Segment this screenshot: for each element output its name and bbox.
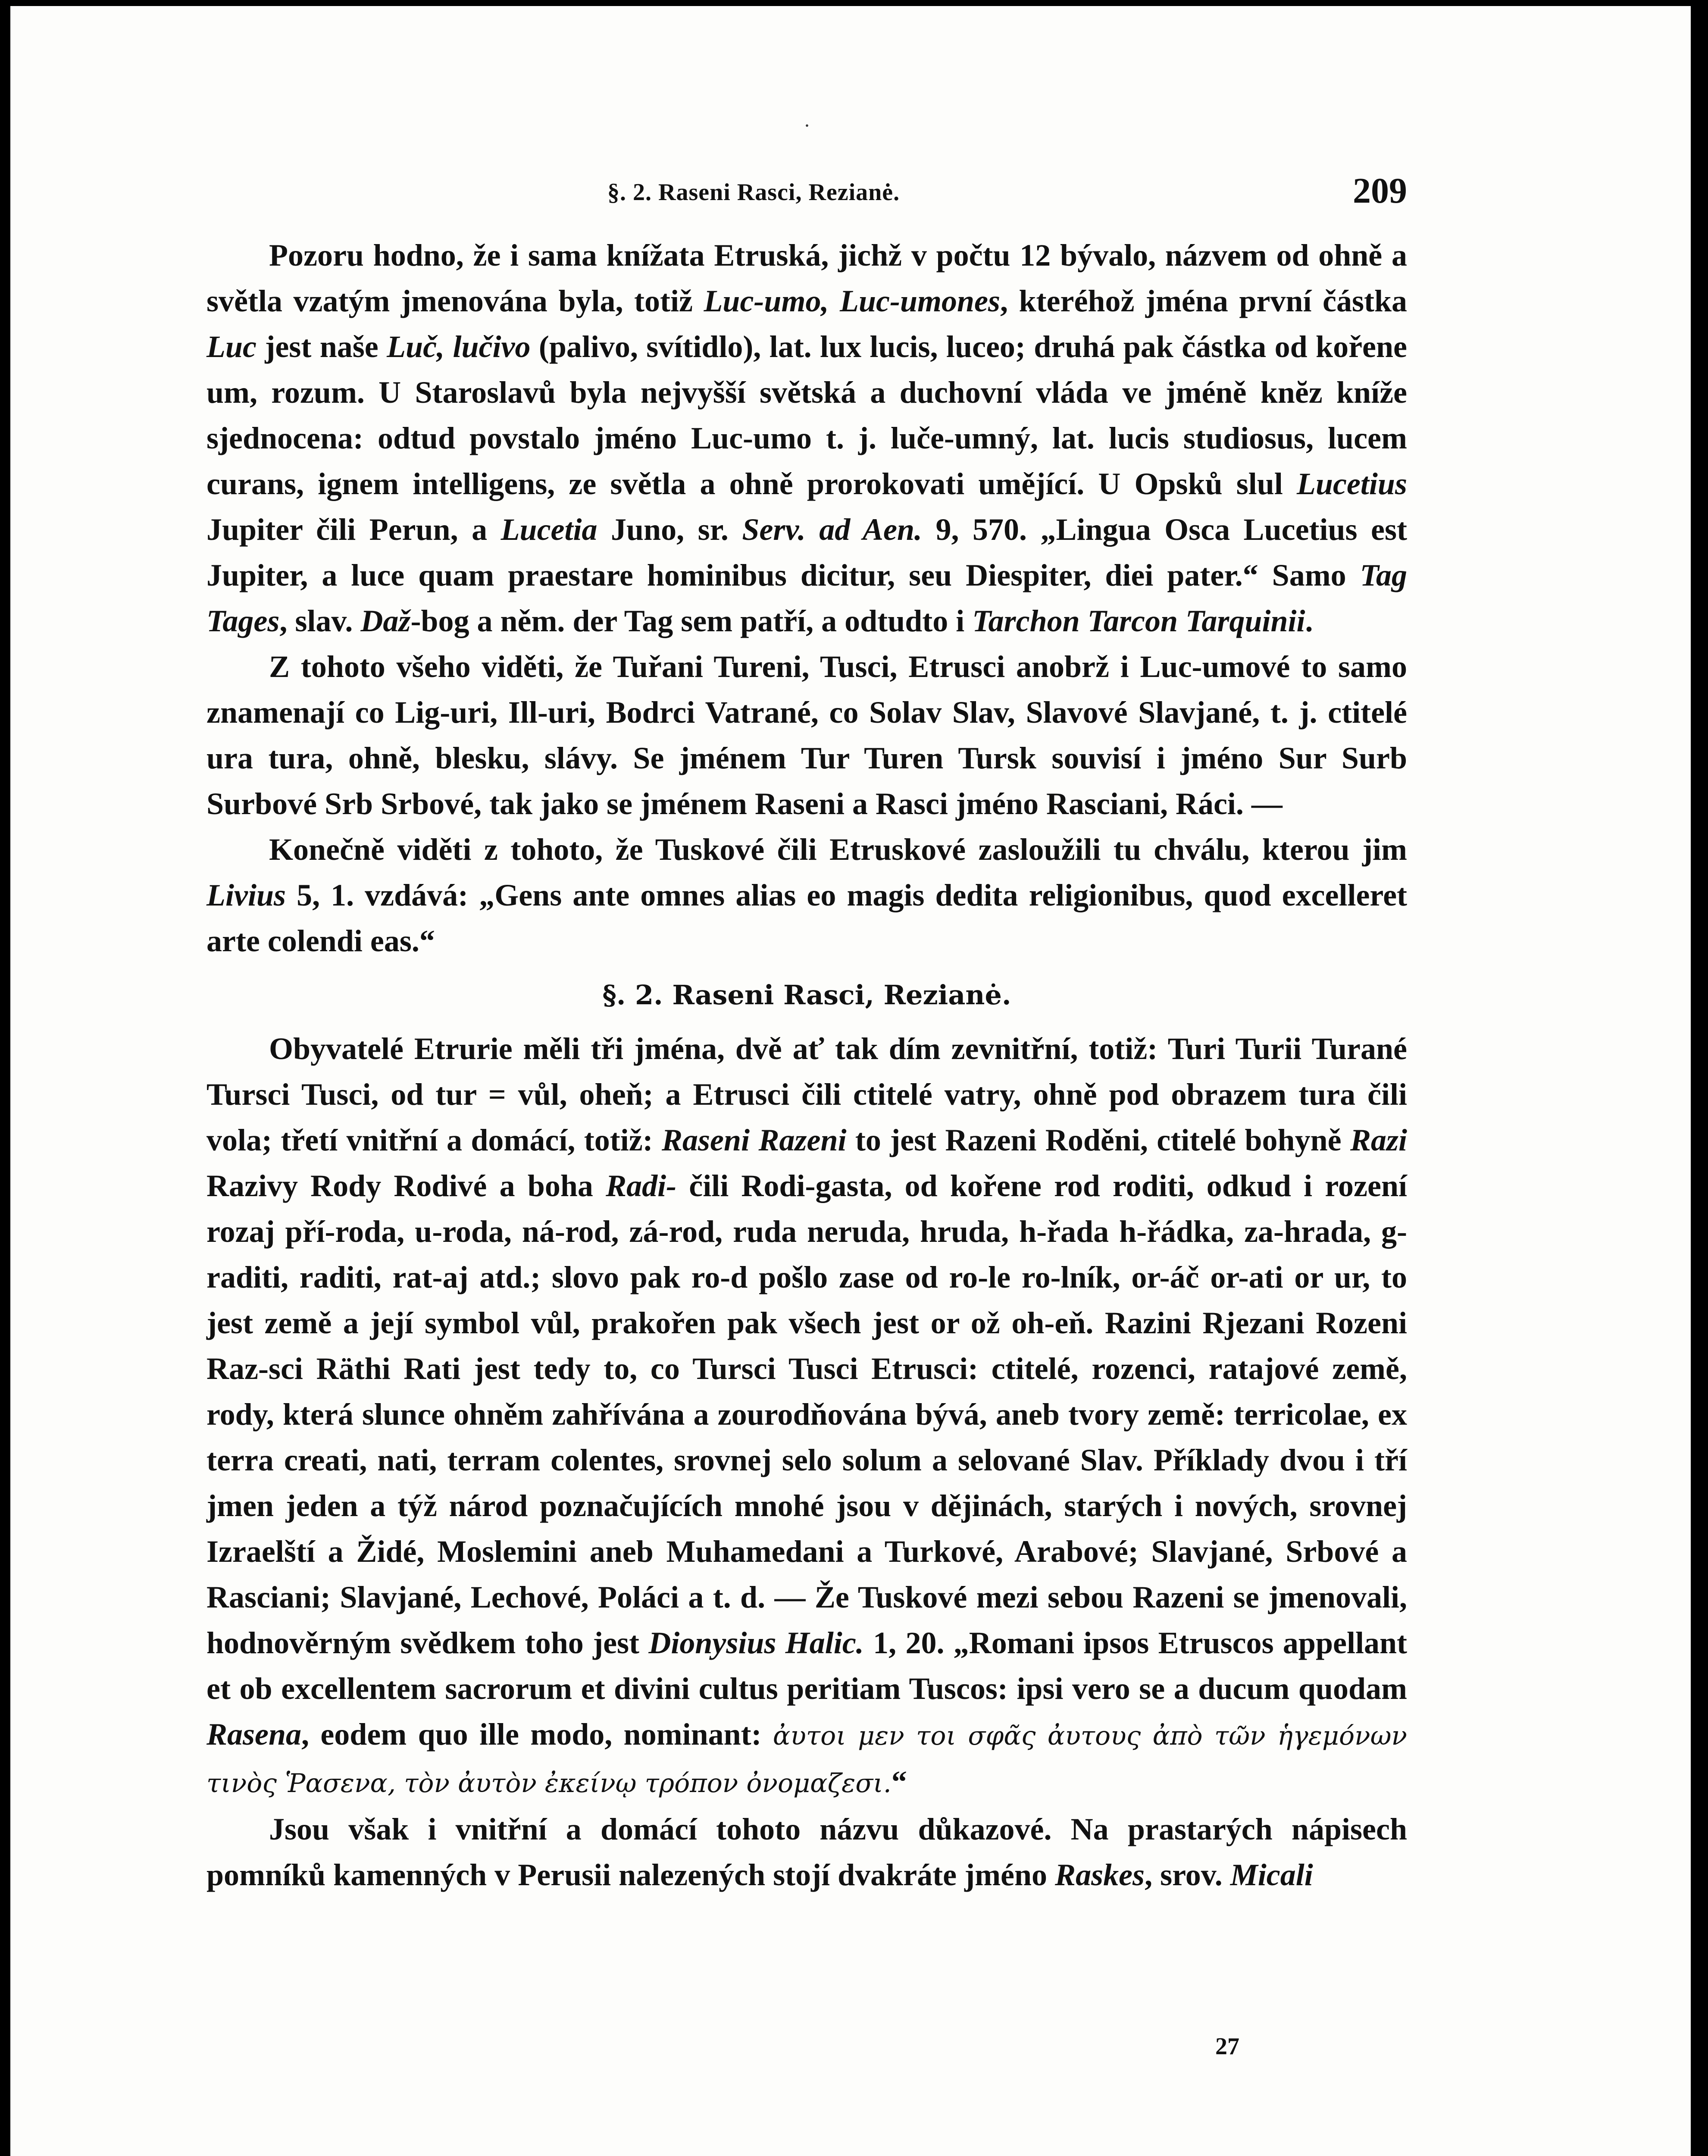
running-title: §. 2. Raseni Rasci, Rezianė. <box>607 179 900 206</box>
text-run: čili Rodi-gasta, od kořene rod roditi, odkud i rození rozaj pří-roda, u-roda, ná-rod, zá-rod, ruda neruda, hruda, h-řada h-řádka, za-hrada, g-raditi, raditi, rat-aj atd.; slovo pak ro-d pošlo zase od ro-le ro-lník, or-áč or-ati or ur, to jest země a její symbol vůl, prakořen pak všech jest or ož oh-eň. Razini Rjezani Rozeni Raz-sci Räthi Rati jest tedy to, co Tursci Tusci Etrusci: ctitelé, rozenci, ratajové země, rody, která slunce ohněm zahřívána a zourodňována bývá, aneb tvory země: terricolae, ex terra creati, nati, terram colentes, srovnej selo solum a selované Slav. Příklady dvou i tří jmen jeden a týž národ poznačujících mnohé jsou v dějinách, starých i nových, srovnej Izraelští a Židé, Moslemini aneb Muhamedani a Turkové, Arabové; Slavjané, Srbové a Rasciani; Slavjané, Lechové, Poláci a t. d. — Že Tuskové mezi sebou Razeni se jmenovali, hodnověrným svědkem toho jest <box>206 1169 1407 1660</box>
running-head <box>206 170 1407 226</box>
paragraph-2: Z tohoto všeho viděti, že Tuřani Tureni, Tusci, Etrusci anobrž i Luc-umové to samo znamenají co Lig-uri, Ill-uri, Bodrci Vatrané, co Solav Slav, Slavové Slavjané, t. j. ctitelé ura tura, ohně, blesku, slávy. Se jménem Tur Turen Tursk souvisí i jméno Sur Surb Surbové Srb Srbové, tak jako se jménem Raseni a Rasci jméno Rasciani, Ráci. — <box>206 649 1407 821</box>
signature-mark: 27 <box>1215 2033 1239 2060</box>
italic-run: Livius <box>206 878 286 912</box>
paragraph-3 <box>206 827 1407 964</box>
text-run: , kteréhož jména první částka <box>1000 284 1408 318</box>
italic-run: Luc <box>206 329 257 364</box>
italic-run: Rasena <box>206 1717 302 1752</box>
text-run: jest naše <box>256 329 387 364</box>
italic-run: Daž <box>360 604 411 638</box>
greek-quotation: ἀυτοι μεν τοι σφᾶς ἀυτους ἀπὸ τῶν ἡγεμόνων τινὸς Ῥασενα, τὸν ἀυτὸν ἐκείνῳ τρόπον ὀνομαζεσι. <box>206 1721 1407 1799</box>
italic-run: Radi- <box>606 1169 677 1203</box>
text-run: Razivy Rody Rodivé a boha <box>206 1169 606 1203</box>
text-run: Juno, sr. <box>597 512 742 547</box>
italic-run: Tarchon Tarcon Tarquinii <box>972 604 1305 638</box>
text-run: 5, 1. vzdává: „Gens ante omnes alias eo magis dedita religionibus, quod excelleret arte colendi eas.“ <box>206 878 1407 958</box>
text-run: -bog a něm. der Tag sem patří, a odtudto i <box>410 604 973 638</box>
text-run: Konečně viděti z tohoto, že Tuskové čili Etruskové zasloužili tu chválu, kterou jim <box>269 832 1407 867</box>
text-run: to jest Razeni Roděni, ctitelé bohyně <box>846 1123 1350 1157</box>
italic-run: Lucetius <box>1296 467 1407 501</box>
page-number: 209 <box>1353 171 1407 211</box>
text-run: 9, 570. „Lingua Osca Lucetius est Jupiter, a luce quam praestare hominibus dicitur, seu Diespiter, diei pater.“ Samo <box>206 512 1408 592</box>
italic-run: Lucetia <box>501 512 597 547</box>
text-run: . <box>1305 604 1313 638</box>
text-run: Jupiter čili Perun, a <box>206 512 501 547</box>
text-run: Pozoru hodno, že i sama knížata Etruská, jichž v počtu 12 bývalo, názvem od ohně a světla vzatým jmenována byla, totiž <box>206 238 1407 318</box>
italic-run: Dionysius Halic. <box>648 1626 864 1660</box>
paragraph-1 <box>206 232 1407 644</box>
italic-run: Raseni Razeni <box>662 1123 847 1157</box>
italic-run: Luč, lučivo <box>387 329 531 364</box>
italic-run: Tag Tages <box>206 558 1407 638</box>
text-run: Jsou však i vnitřní a domácí tohoto názvu důkazové. Na prastarých nápisech pomníků kamenných v Perusii nalezených stojí dvakráte jméno <box>206 1812 1407 1892</box>
text-run: (palivo, svítidlo), lat. lux lucis, luceo; druhá pak částka od kořene um, rozum. U Staroslavů byla nejvyšší světská a duchovní vláda ve jméně knĕz kníže sjednocena: odtud povstalo jméno Luc-umo t. j. luče-umný, lat. lucis studiosus, lucem curans, ignem intelligens, ze světla a ohně prorokovati umějící. U Opsků slul <box>206 329 1408 501</box>
italic-run: Luc-umo, Luc-umones <box>704 284 1001 318</box>
text-run: , srov. <box>1145 1858 1230 1892</box>
section-heading: §. 2. Raseni Rasci, Rezianė. <box>602 979 1011 1011</box>
italic-run: Raskes <box>1055 1858 1145 1892</box>
text-run: , slav. <box>279 604 361 638</box>
italic-run: Razi <box>1350 1123 1408 1157</box>
italic-run: Serv. ad Aen. <box>742 512 923 547</box>
text-run: “ <box>891 1764 907 1799</box>
italic-run: Micali <box>1230 1858 1313 1892</box>
page-body <box>206 232 1407 1898</box>
scanned-page <box>10 6 1691 2156</box>
paragraph-5 <box>206 1806 1407 1898</box>
ink-speck: · <box>804 114 810 137</box>
text-run: , eodem quo ille modo, nominant: <box>301 1717 773 1752</box>
paragraph-4 <box>206 1026 1407 1806</box>
text-run: 1, 20. „Romani ipsos Etruscos appellant et ob excellentem sacrorum et divini cultus peritiam Tuscos: ipsi vero se a ducum quodam <box>206 1626 1407 1706</box>
text-run: Obyvatelé Etrurie měli tři jména, dvě ať tak dím zevnitřní, totiž: Turi Turii Turané Tursci Tusci, od tur = vůl, oheň; a Etrusci čili ctitelé vatry, ohně pod obrazem tura čili vola; třetí vnitřní a domácí, totiž: <box>206 1031 1407 1157</box>
